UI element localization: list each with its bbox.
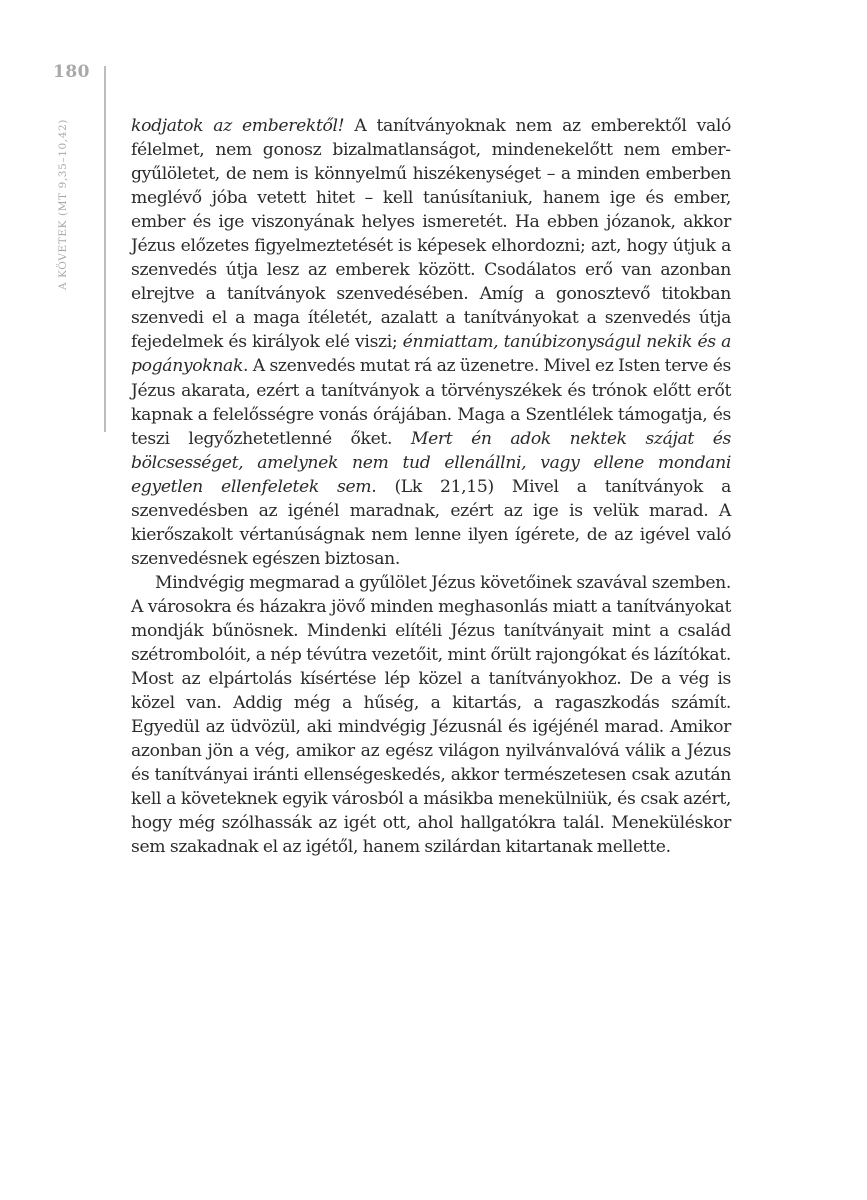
running-head: A KÖVETEK (MT 9,35–10,42)	[57, 119, 69, 290]
text-run: Mindvégig megmarad a gyűlölet Jézus követőinek szavával szemben. A városokra és házakra jövő minden meghasonlás miatt a tanítványokat mondják bűnösnek. Mindenki elítéli Jézus tanítványait mint a család szétrombolóit, a nép tévútra vezetőit, mint őrült rajongókat és lázítókat. Most az elpártolás kísértése lép közel a tanítványokhoz. De a vég is közel van. Addig még a hűség, a kitartás, a ragaszkodás számít. Egyedül az üdvözül, aki mindvégig Jézusnál és igéjénél marad. Amikor azonban jön a vég, amikor az egész világon nyilvánvalóvá válik a Jézus és tanítványai iránti ellenségeskedés, akkor természetesen csak azután kell a követeknek egyik városból a másikba menekülniük, és csak azért, hogy még szólhassák az igét ott, ahol hallgatókra talál. Meneküléskor sem szakadnak el az igétől, hanem szilárdan kitartanak mellette.	[131, 572, 731, 858]
italic-quote: kodjatok az emberektől!	[131, 116, 345, 136]
italic-quote: énmiattam, tanúbizonyságul nekik és a pogányoknak	[131, 332, 731, 377]
italic-quote: Mert én adok nektek szájat és bölcsességet, amelynek nem tud ellenállni, vagy ellene mondani egyetlen ellenfeletek sem	[131, 428, 731, 497]
text-run: . (Lk 21,15) Mivel a tanítványok a szenvedésben az igénél maradnak, ezért az ige is velük marad. A kierőszakolt vértanúságnak nem lenne ilyen ígérete, de az igével való szenvedésnek egészen biztosan.	[131, 476, 731, 569]
text-run: . A szenvedés mutat rá az üzenetre. Mivel ez Isten terve és Jézus akarata, ezért a tanítványok a törvényszékek és trónok előtt erőt kapnak a felelősségre vonás órájában. Maga a Szentlélek támogatja, és teszi legyőzhetetlenné őket.	[131, 356, 731, 449]
paragraph	[131, 114, 731, 571]
page-number: 180	[53, 62, 90, 82]
body-text	[131, 114, 731, 859]
text-run: A tanítványoknak nem az emberektől való félelmet, nem gonosz bizalmatlanságot, mindenekelőtt nem embergyűlöletet, de nem is könnyelmű hiszékenységet – a minden emberben meglévő jóba vetett hitet – kell tanúsítaniuk, hanem ige és ember, ember és ige viszonyának helyes ismeretét. Ha ebben józanok, akkor Jézus előzetes figyelmeztetését is képesek elhordozni; azt, hogy útjuk a szenvedés útja lesz az emberek között. Csodálatos erő van azonban elrejtve a tanítványok szenvedésében. Amíg a gonosztevő titokban szenvedi el a maga ítéletét, azalatt a tanítványokat a szenvedés útja fejedelmek és királyok elé viszi;	[131, 116, 731, 353]
margin-rule	[104, 66, 106, 432]
paragraph	[131, 571, 731, 860]
